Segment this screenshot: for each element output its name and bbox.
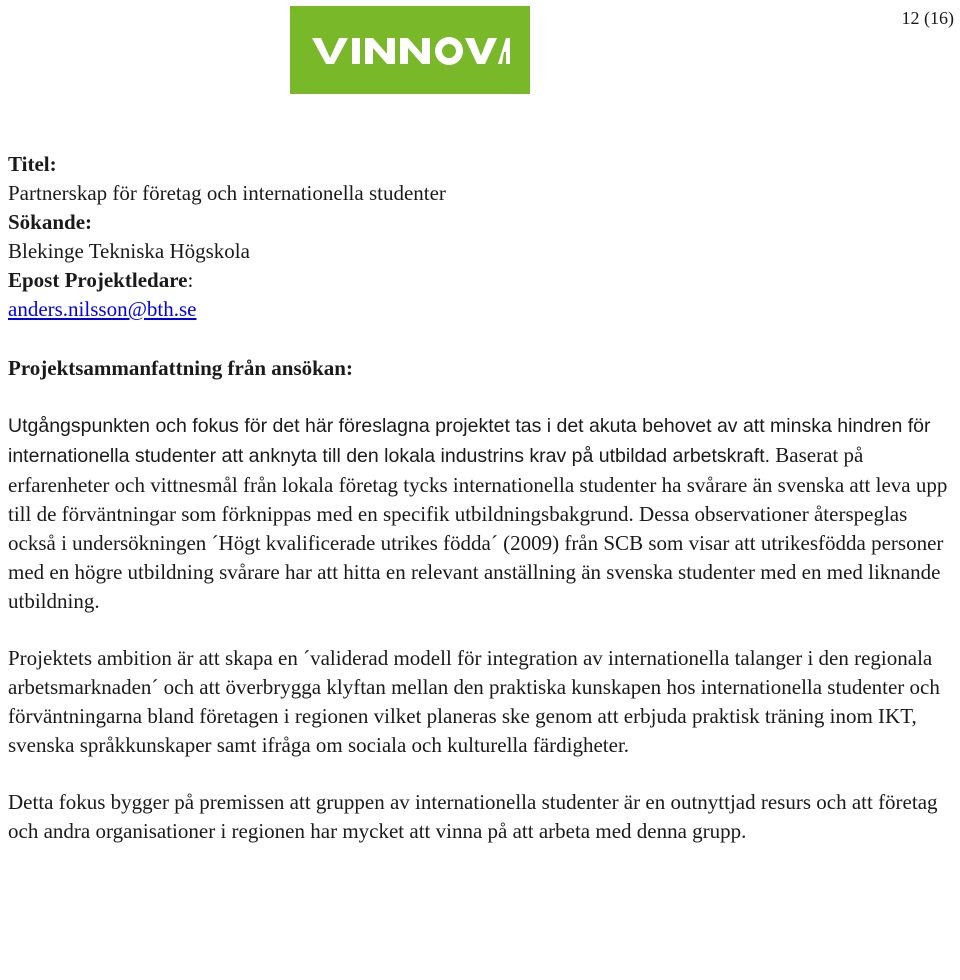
email-label-line xyxy=(8,266,948,295)
title-value: Partnerskap för företag och internationella studenter xyxy=(8,181,446,205)
summary-paragraph-3 xyxy=(8,788,948,846)
email-link[interactable]: anders.nilsson@bth.se xyxy=(8,297,197,321)
email-label-colon: : xyxy=(187,268,194,292)
summary-paragraph-2 xyxy=(8,644,948,760)
summary-paragraph-1 xyxy=(8,411,948,616)
summary-heading: Projektsammanfattning från ansökan: xyxy=(8,356,353,380)
page-number: 12 (16) xyxy=(901,8,954,28)
summary-paragraph-1-serif: Baserat på erfarenheter och vittnesmål från lokala företag tycks internationella studenter ha svårare än svenska att leva upp till de förväntningar som förknippas med en specifik utbildningsbakgrund. Dessa observationer återspeglas också i undersökningen ´Högt kvalificerade utrikes födda´ (2009) från SCB som visar att utrikesfödda personer med en högre utbildning svårare har att hitta en relevant anställning än svenska studenter med en med liknande utbildning. xyxy=(8,443,948,613)
applicant-label: Sökande: xyxy=(8,210,93,234)
email-label: Epost Projektledare xyxy=(8,268,188,292)
applicant-value: Blekinge Tekniska Högskola xyxy=(8,239,250,263)
summary-paragraph-3-text: Detta fokus bygger på premissen att gruppen av internationella studenter är en outnyttjad resurs och att företag och andra organisationer i regionen har mycket att vinna på att arbeta med denna grupp. xyxy=(8,790,938,843)
summary-paragraph-1-sans: Utgångspunkten och fokus för det här föreslagna projektet tas i det akuta behovet av att minska hindren för internationella studenter att anknyta till den lokala industrins krav på utbildad arbetskraft. xyxy=(8,415,931,467)
document-body xyxy=(8,150,948,846)
summary-paragraph-2-text: Projektets ambition är att skapa en ´validerad modell för integration av internationella talanger i den regionala arbetsmarknaden´ och att överbrygga klyftan mellan den praktiska kunskapen hos internationella studenter och förväntningarna bland företagen i regionen vilket planeras ske genom att erbjuda praktisk träning inom IKT, svenska språkkunskaper samt ifråga om sociala och kulturella färdigheter. xyxy=(8,646,940,757)
vinnova-wordmark-icon xyxy=(310,30,510,70)
title-label: Titel: xyxy=(8,152,57,176)
email-line xyxy=(8,295,948,324)
vinnova-logo xyxy=(290,6,530,94)
